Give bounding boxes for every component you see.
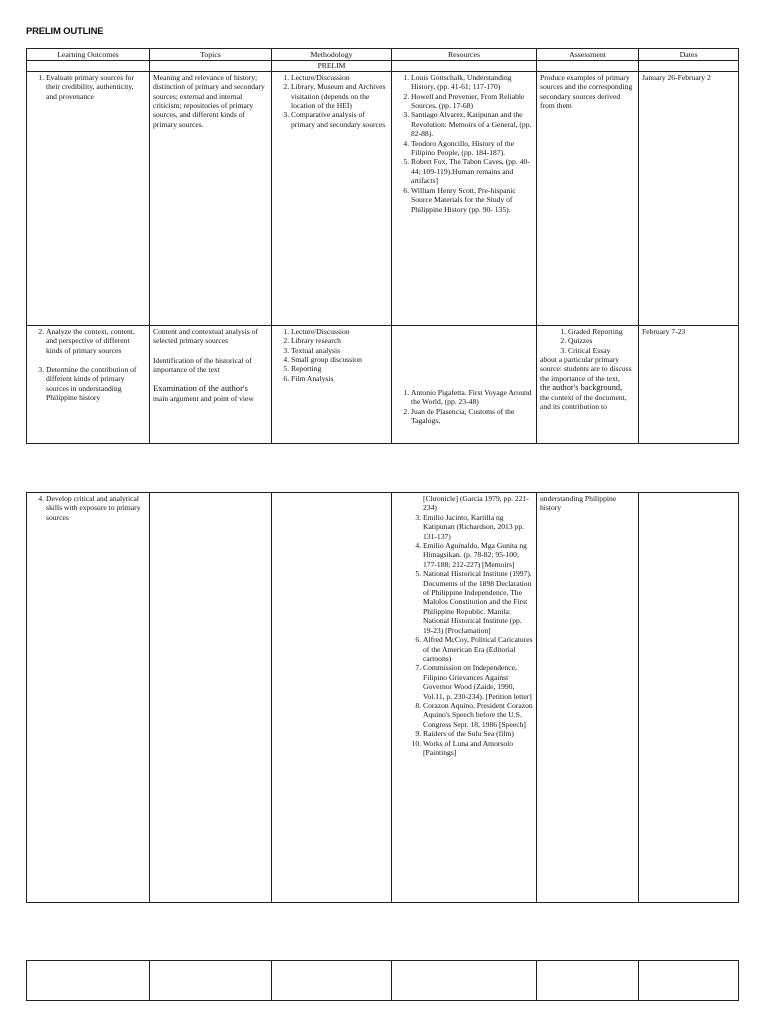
resource-item: 9. Raiders of the Sulu Sea (film) [423,729,533,738]
assessment-text: the context of the document, and its contribution to [540,392,627,412]
assessment-text: the author's background, [540,383,623,393]
method-item: 5. Reporting [291,364,388,373]
resources-cell [392,493,537,903]
method-item: 2. Library research [291,336,388,345]
dates-cell: January 26-February 2 [639,71,739,325]
resource-item: 6. Alfred McCoy, Political Caricatures of the American Era (Editorial cartoons) [423,635,533,663]
topic-text: Examination of the author's [153,383,248,394]
header-assessment: Assessment [537,49,639,61]
topic-text: main argument and point of view [153,393,254,403]
topics-cell: Meaning and relevance of history; distinction of primary and secondary sources; external and internal criticism; repositories of primary sources, and different kinds of primary sources. [150,71,272,325]
resource-item: 2. Juan de Plasencia, Customs of the Tagalogs, [411,407,533,426]
empty-cell [27,961,150,1001]
outline-table-3 [26,960,739,1001]
dates-cell [639,493,739,903]
topic-text: Content and contextual analysis of selected primary sources [153,326,259,346]
outcome-1: 1. Evaluate primary sources for their credibility, authenticity, and provenance [46,73,146,101]
resource-item: 4. Teodoro Agoncillo, History of the Filipino People, (pp. 184-187). [411,139,533,158]
assessment-cell [537,325,639,443]
outcome-4: 4. Develop critical and analytical skills with exposure to primary sources [46,494,146,522]
resource-item: 1. Louis Gottschalk, Understanding History, (pp. 41-61; 117-170) [411,73,533,92]
assessment-cell: understanding Philippine history [537,493,639,903]
resources-cell [392,325,537,443]
dates-cell: February 7-23 [639,325,739,443]
resource-item: 5. National Historical Institute (1997). Documents of the 1898 Declaration of Philippine Independence, The Malolos Constitution and the First Philippine Republic. Manila: National Historical Institute (pp. 19-23) [Proclamation] [423,569,533,635]
empty-cell [272,961,392,1001]
empty-cell [537,961,639,1001]
assessment-item: 3. Critical Essay [568,346,635,355]
method-item: 1. Lecture/Discussion [291,327,388,336]
topic-text: Identification of the historical of importance of the text [153,355,252,375]
outline-table-2 [26,492,739,903]
table-row [27,961,739,1001]
outcomes-cell [27,493,150,903]
assessment-text: about a particular primary source: students are to discuss the importance of the text, [540,355,632,383]
outcomes-cell [27,325,150,443]
outline-table-1 [26,48,739,444]
outcome-3: 3. Determine the contribution of different kinds of primary sources in understanding Philippine history [46,365,146,403]
prelim-label: PRELIM [272,61,392,71]
header-topics: Topics [150,49,272,61]
resources-cell [392,71,537,325]
method-item: 3. Comparative analysis of primary and secondary sources [291,110,388,129]
table-row [27,493,739,903]
resource-item: 4. Emilio Aguinaldo, Mga Gunita ng Himagsikan. (p. 78-82; 95-100; 177-188; 212-227) [Memoirs] [423,541,533,569]
empty-cell [392,961,537,1001]
resource-item: 2. Howell and Prevenier, From Reliable Sources, (pp. 17-68) [411,92,533,111]
empty-cell [639,961,739,1001]
header-dates: Dates [639,49,739,61]
resource-item: 7. Commission on Independence, Filipino Grievances Against Governor Wood (Zaide, 1990, Vol.11, p. 230-234). [Petition letter] [423,663,533,701]
method-item: 1. Lecture/Discussion [291,73,388,82]
resource-item: 5. Robert Fox, The Tabon Caves, (pp. 40-44; 109-119).Human remains and artifacts] [411,157,533,185]
table-row [27,325,739,443]
resource-item: 6. William Henry Scott, Pre-hispanic Source Materials for the Study of Philippine History (pp. 90- 135). [411,186,533,214]
resource-item: 10. Works of Luna and Amorsolo [Paintings] [423,739,533,758]
empty-cell [150,961,272,1001]
topics-cell [150,325,272,443]
topics-cell [150,493,272,903]
outcomes-cell [27,71,150,325]
prelim-row [27,61,739,71]
header-row [27,49,739,61]
header-learning-outcomes: Learning Outcomes [27,49,150,61]
resource-item: 1. Antonio Pigafetta. First Voyage Around the World, (pp. 23-48) [411,388,533,407]
header-methodology: Methodology [272,49,392,61]
assessment-cell: Produce examples of primary sources and the corresponding secondary sources derived from them [537,71,639,325]
assessment-item: 2. Quizzes [568,336,635,345]
table-row [27,71,739,325]
page-title: PRELIM OUTLINE [26,26,104,37]
resource-continued: [Chronicle] (Garcia 1979, pp. 221-234) [423,494,529,513]
assessment-item: 1. Graded Reporting [568,327,635,336]
method-item: 6. Film Analysis [291,374,388,383]
header-resources: Resources [392,49,537,61]
outcome-2: 2. Analyze the context, content, and perspective of different kinds of primary sources [46,327,146,355]
methodology-cell [272,493,392,903]
methodology-cell [272,71,392,325]
resource-item: 3. Santiago Alvarez, Katipunan and the Revolution: Memoirs of a General, (pp. 82-88). [411,110,533,138]
method-item: 2. Library, Museum and Archives visitation (depends on the location of the HEI) [291,82,388,110]
methodology-cell [272,325,392,443]
method-item: 4. Small group discussion [291,355,388,364]
method-item: 3. Textual analysis [291,346,388,355]
resource-item: 8. Corazon Aquino, President Corazon Aquino's Speech before the U.S. Congress Sept. 18, 1986 [Speech] [423,701,533,729]
resource-item: 3. Emilio Jacinto, Kartilla ng Katipunan (Richardson, 2013 pp. 131-137) [423,513,533,541]
